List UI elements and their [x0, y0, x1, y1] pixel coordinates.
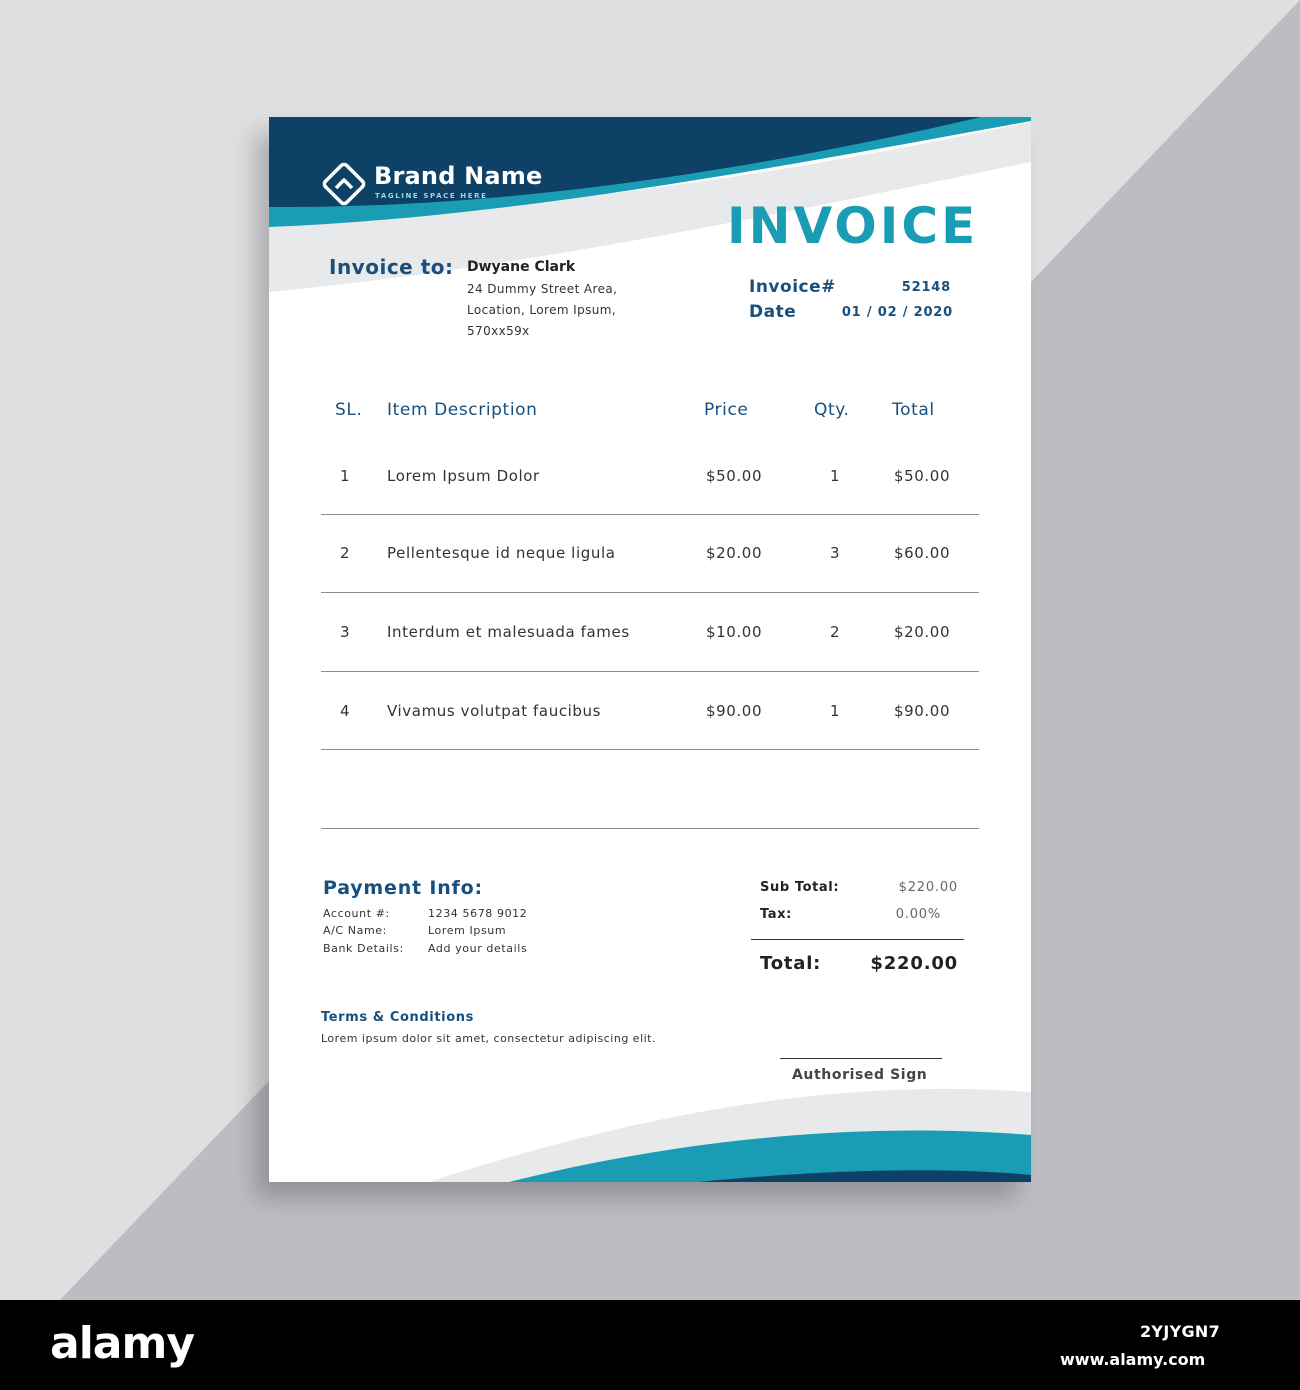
- address-line: 570xx59x: [467, 324, 530, 338]
- date-label: Date: [749, 302, 797, 322]
- total-label: Total:: [760, 953, 822, 974]
- terms-title: Terms & Conditions: [321, 1010, 474, 1025]
- invoice-page: [269, 117, 1031, 1182]
- row-total: $60.00: [894, 544, 951, 562]
- row-description: Pellentesque id neque ligula: [387, 544, 616, 562]
- brand-tagline: TAGLINE SPACE HERE: [375, 192, 488, 200]
- row-description: Vivamus volutpat faucibus: [387, 702, 602, 720]
- row-total: $20.00: [894, 623, 951, 641]
- signature-line: [780, 1058, 942, 1059]
- account-number-value: 1234 5678 9012: [428, 907, 528, 920]
- invoice-date: 01 / 02 / 2020: [841, 305, 953, 320]
- column-header-price: Price: [704, 400, 749, 420]
- row-qty: 1: [830, 702, 841, 720]
- row-total: $90.00: [894, 702, 951, 720]
- column-header-sl: SL.: [335, 400, 363, 420]
- image-code: 2YJYGN7: [1140, 1322, 1221, 1341]
- address-line: Location, Lorem Ipsum,: [467, 303, 617, 317]
- invoice-to-label: Invoice to:: [329, 255, 454, 279]
- tax-label: Tax:: [760, 907, 792, 922]
- terms-text: Lorem ipsum dolor sit amet, consectetur adipiscing elit.: [321, 1032, 656, 1045]
- stock-url: www.alamy.com: [1060, 1350, 1206, 1369]
- payment-info-title: Payment Info:: [323, 877, 483, 899]
- row-sl: 1: [340, 467, 351, 485]
- bank-details-value: Add your details: [428, 942, 528, 955]
- row-divider: [321, 671, 979, 672]
- row-price: $20.00: [706, 544, 763, 562]
- account-number-label: Account #:: [323, 907, 390, 920]
- row-description: Lorem Ipsum Dolor: [387, 467, 540, 485]
- row-sl: 3: [340, 623, 351, 641]
- stock-logo: alamy: [50, 1318, 194, 1369]
- invoice-number-label: Invoice#: [749, 277, 836, 297]
- row-qty: 3: [830, 544, 841, 562]
- column-header-qty: Qty.: [814, 400, 850, 420]
- subtotal-value: $220.00: [898, 880, 958, 895]
- total-value: $220.00: [870, 953, 958, 974]
- stock-footer: [0, 1300, 1300, 1390]
- subtotal-label: Sub Total:: [760, 880, 840, 895]
- row-divider: [321, 514, 979, 515]
- row-description: Interdum et malesuada fames: [387, 623, 630, 641]
- invoice-title: INVOICE: [727, 197, 979, 255]
- client-name: Dwyane Clark: [467, 259, 576, 275]
- table-bottom-rule: [321, 828, 979, 829]
- column-header-total: Total: [892, 400, 935, 420]
- row-sl: 2: [340, 544, 351, 562]
- brand-logo-icon: [321, 161, 367, 207]
- row-sl: 4: [340, 702, 351, 720]
- account-name-value: Lorem Ipsum: [428, 924, 507, 937]
- brand-name: Brand Name: [374, 162, 543, 190]
- row-divider: [321, 592, 979, 593]
- row-divider: [321, 749, 979, 750]
- row-price: $90.00: [706, 702, 763, 720]
- column-header-description: Item Description: [387, 400, 538, 420]
- account-name-label: A/C Name:: [323, 924, 387, 937]
- row-total: $50.00: [894, 467, 951, 485]
- invoice-number: 52148: [901, 280, 951, 295]
- bank-details-label: Bank Details:: [323, 942, 404, 955]
- summary-divider: [751, 939, 964, 940]
- row-qty: 2: [830, 623, 841, 641]
- address-line: 24 Dummy Street Area,: [467, 282, 618, 296]
- row-qty: 1: [830, 467, 841, 485]
- row-price: $10.00: [706, 623, 763, 641]
- row-price: $50.00: [706, 467, 763, 485]
- tax-value: 0.00%: [895, 907, 941, 922]
- signature-label: Authorised Sign: [792, 1067, 928, 1083]
